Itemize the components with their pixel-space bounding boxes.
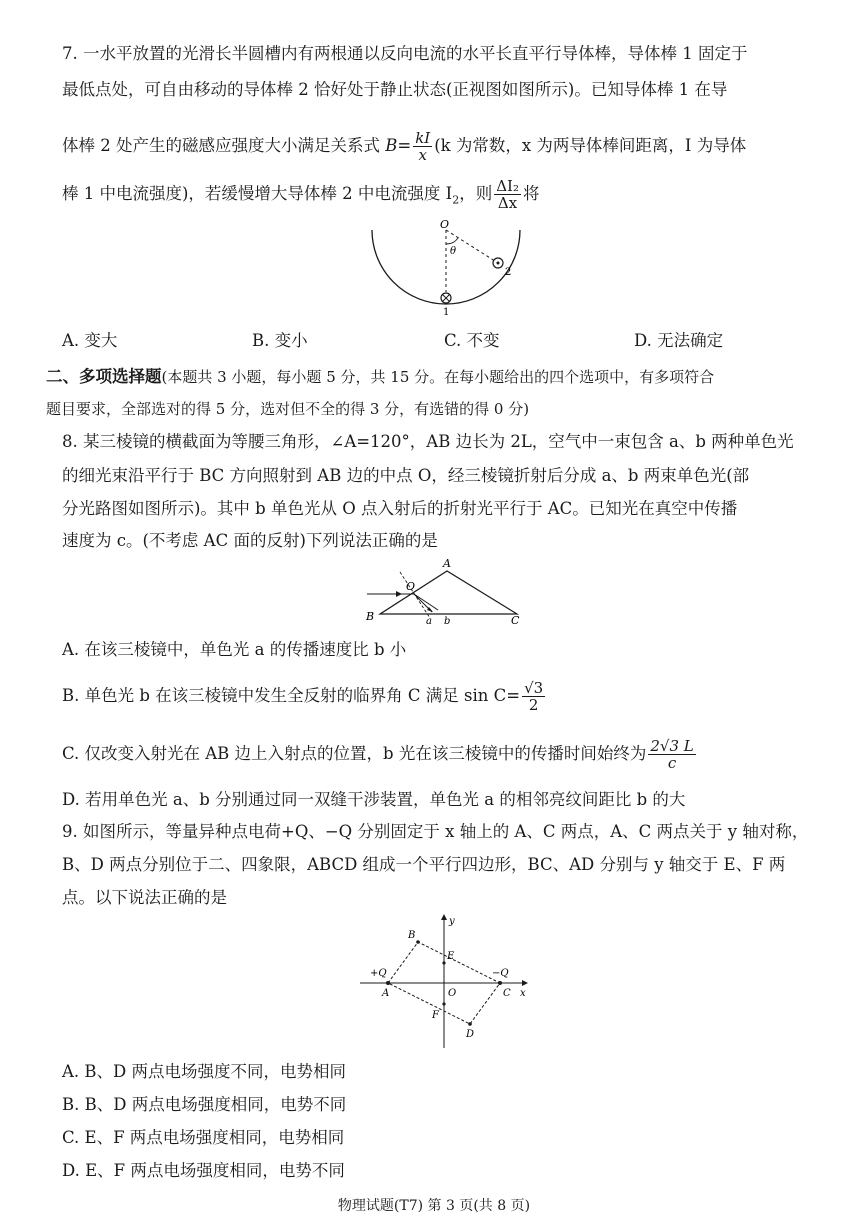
q7-line3	[62, 130, 746, 163]
q8-option-c-fraction	[648, 738, 695, 771]
q8-line2: 的细光束沿平行于 BC 方向照射到 AB 边的中点 O，经三棱镜折射后分成 a、b 两束单色光(部	[62, 466, 750, 485]
q9-figure	[356, 912, 536, 1052]
q7-ratio-den: Δx	[497, 194, 518, 212]
q7-line4-text-a: 棒 1 中电流强度)，若缓慢增大导体棒 2 中电流强度 I	[62, 184, 453, 203]
q7-line4-sub: 2	[452, 193, 460, 207]
q8-option-b-den: 2	[528, 696, 539, 714]
q8-option-a[interactable]: A. 在该三棱镜中，单色光 a 的传播速度比 b 小	[62, 640, 407, 659]
q7-option-d[interactable]: D. 无法确定	[634, 331, 724, 350]
q9-option-b[interactable]: B. B、D 两点电场强度相同，电势不同	[62, 1095, 347, 1114]
q7-line2: 最低点处，可自由移动的导体棒 2 恰好处于静止状态(正视图如图所示)。已知导体棒 1 在导	[62, 80, 728, 99]
label-A: A	[382, 988, 390, 999]
label-O: O	[440, 218, 450, 231]
q9-option-d[interactable]: D. E、F 两点电场强度相同，电势不同	[62, 1161, 345, 1180]
q8-option-d[interactable]: D. 若用单色光 a、b 分别通过同一双缝干涉装置，单色光 a 的相邻亮纹间距比 b 的大	[62, 790, 686, 809]
label-A: A	[443, 557, 451, 570]
q8-line1: 8. 某三棱镜的横截面为等腰三角形，∠A=120°，AB 边长为 2L，空气中一束包含 a、b 两种单色光	[62, 432, 794, 451]
label-D: D	[466, 1029, 475, 1040]
q7-line3-text-b: (k 为常数，x 为两导体棒间距离，I 为导体	[434, 136, 747, 155]
q7-line4	[62, 178, 539, 214]
q7-option-b[interactable]: B. 变小	[252, 331, 308, 350]
q7-line4-text-b: ，则	[459, 184, 493, 203]
label-x: x	[520, 988, 526, 999]
label-rod1: 1	[443, 307, 450, 318]
page-footer: 物理试题(T7) 第 3 页(共 8 页)	[337, 1198, 531, 1214]
theta-arc	[446, 238, 458, 244]
q8-option-b-text: B. 单色光 b 在该三棱镜中发生全反射的临界角 C 满足 sin C=	[62, 686, 521, 705]
label-B: B	[408, 930, 416, 941]
label-rod2: 2	[505, 267, 512, 278]
label-minusQ: −Q	[492, 968, 509, 979]
label-F: F	[432, 1010, 439, 1021]
rod2-dot	[497, 262, 500, 265]
section2-desc2: 题目要求，全部选对的得 5 分，选对但不全的得 3 分，有选错的得 0 分)	[46, 400, 530, 418]
q8-option-b[interactable]	[62, 680, 547, 713]
section2-desc1: (本题共 3 小题，每小题 5 分，共 15 分。在每小题给出的四个选项中，有多项符合	[161, 368, 715, 386]
q7-figure	[360, 218, 530, 318]
label-O: O	[406, 580, 416, 593]
section2-header	[46, 363, 714, 391]
q8-option-c-text: C. 仅改变入射光在 AB 边上入射点的位置，b 光在该三棱镜中的传播时间始终为	[62, 744, 647, 763]
q7-line4-text-c: 将	[522, 184, 540, 203]
q9-option-a[interactable]: A. B、D 两点电场强度不同，电势相同	[62, 1062, 347, 1081]
label-theta: θ	[450, 246, 457, 257]
q8-option-c-num: 2√3 L	[650, 737, 694, 755]
q8-line4: 速度为 c。(不考虑 AC 面的反射)下列说法正确的是	[62, 531, 438, 550]
q9-line1: 9. 如图所示，等量异种点电荷+Q、−Q 分别固定于 x 轴上的 A、C 两点，A、C 两点关于 y 轴对称，	[62, 822, 809, 841]
q8-option-b-fraction	[522, 680, 545, 713]
ray-b	[414, 594, 438, 610]
q9-line2: B、D 两点分别位于二、四象限，ABCD 组成一个平行四边形，BC、AD 分别与 y 轴交于 E、F 两	[62, 855, 786, 874]
label-y: y	[449, 916, 455, 927]
q8-option-c-den: c	[667, 754, 677, 772]
q8-option-b-num: √3	[524, 679, 544, 697]
label-B: B	[366, 610, 375, 623]
label-E: E	[447, 951, 455, 962]
label-C: C	[503, 988, 511, 999]
q8-option-c[interactable]	[62, 738, 698, 771]
q7-line1: 7. 一水平放置的光滑长半圆槽内有两根通以反向电流的水平长直平行导体棒，导体棒 1 固定于	[62, 44, 748, 63]
q7-options	[62, 327, 832, 355]
section2-title: 二、多项选择题	[46, 367, 162, 386]
label-C: C	[511, 614, 520, 627]
q7-formula-lhs: B=	[385, 136, 412, 155]
label-O: O	[448, 988, 457, 999]
q9-option-c[interactable]: C. E、F 两点电场强度相同，电势相同	[62, 1128, 345, 1147]
q8-figure	[362, 556, 532, 628]
label-plusQ: +Q	[370, 968, 387, 979]
label-b: b	[444, 616, 451, 627]
q7-ratio-num: ΔI₂	[496, 177, 519, 195]
q7-line3-text-a: 体棒 2 处产生的磁感应强度大小满足关系式	[62, 136, 386, 155]
label-a: a	[426, 616, 432, 627]
prism-triangle	[380, 571, 517, 614]
q7-formula-den: x	[418, 146, 427, 164]
q7-option-c[interactable]: C. 不变	[444, 331, 500, 350]
q7-ratio-fraction	[494, 178, 521, 211]
q7-formula-num: kI	[415, 129, 431, 147]
q7-formula-fraction	[413, 130, 432, 163]
q9-line3: 点。以下说法正确的是	[62, 888, 227, 907]
q7-option-a[interactable]: A. 变大	[62, 331, 118, 350]
q8-line3: 分光路图如图所示)。其中 b 单色光从 O 点入射后的折射光平行于 AC。已知光在真空中传播	[62, 499, 738, 518]
